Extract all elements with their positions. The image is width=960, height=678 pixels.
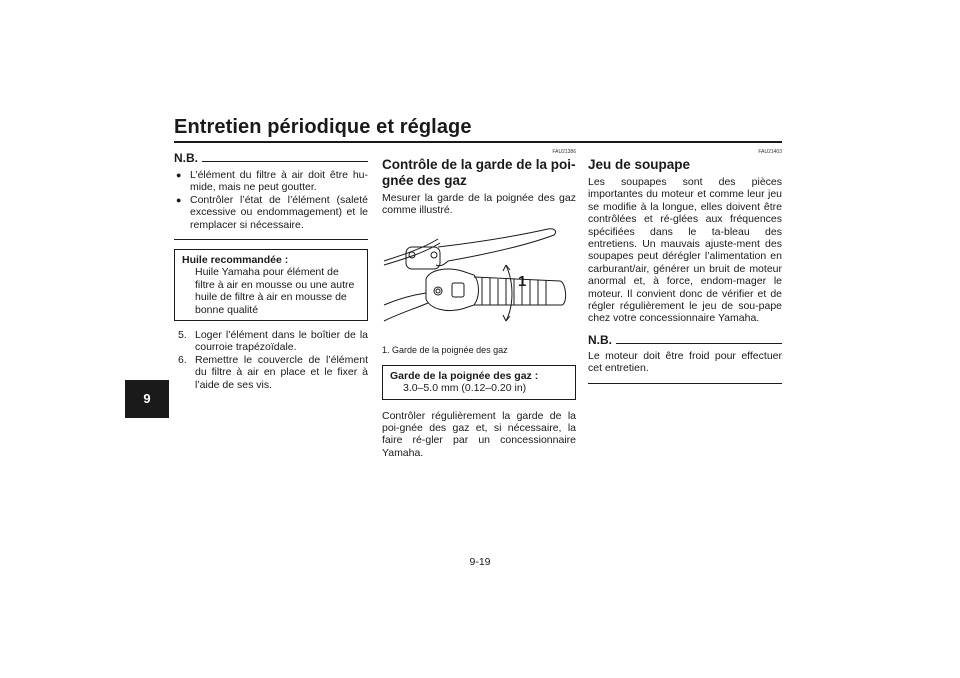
step-text: Loger l’élément dans le boîtier de la courroie trapézoïdale.	[195, 329, 368, 354]
intro-text: Mesurer la garde de la poignée des gaz comme illustré.	[382, 192, 576, 217]
nb-rule	[616, 343, 782, 344]
header-rule	[174, 141, 782, 143]
bullet-icon: ●	[176, 194, 182, 205]
throttle-figure	[382, 225, 576, 341]
bullet-icon: ●	[176, 170, 182, 180]
page-header-title: Entretien périodique et réglage	[174, 116, 472, 138]
page-number: 9-19	[469, 556, 491, 568]
throttle-grip-illustration	[382, 225, 576, 341]
column-1	[174, 151, 368, 391]
nb-text: Le moteur doit être froid pour effectuer cet entretien.	[588, 349, 782, 375]
box-title: Huile recommandée :	[182, 254, 289, 267]
nb-title: N.B.	[588, 332, 612, 347]
throttle-freeplay-spec-box	[382, 365, 576, 400]
nb-heading	[588, 333, 782, 347]
box-title: Garde de la poignée des gaz :	[390, 369, 539, 382]
section-code: FAU21403	[758, 149, 782, 155]
list-item	[174, 354, 368, 391]
bullet-text: L’élément du filtre à air doit être hu-mide, mais ne peut goutter.	[190, 169, 368, 194]
section-heading: Contrôle de la garde de la poi-gnée des gaz	[382, 157, 576, 188]
section-heading: Jeu de soupape	[588, 157, 691, 172]
nb-end-rule	[588, 383, 782, 384]
chapter-tab: 9	[125, 380, 169, 418]
nb-rule	[202, 161, 368, 162]
figure-caption: 1. Garde de la poignée des gaz	[382, 344, 508, 355]
bullet-text: Contrôler l’état de l’élément (saleté excessive ou endommagement) et le remplacer si nécessaire.	[190, 193, 368, 231]
step-number: 5.	[178, 329, 187, 342]
column-3	[588, 149, 782, 384]
list-item	[174, 194, 368, 231]
steps-list	[174, 329, 368, 391]
body-text: Les soupapes sont des pièces importantes du moteur et comme leur jeu se modifie à la longue, elles doivent être contrôlées et ré-glées aux fréquences spécifiées dans le ta-bleau des entretiens. Un mauvais ajuste-ment des soupapes peut dérégler l’alimentation en carburant/air, générer un bruit de moteur anormal et, à force, endom-mager le moteur. Il convient donc de vérifier et de régler régulièrement le jeu de sou-pape chez votre concessionnaire Yamaha.	[588, 176, 782, 325]
body-text: Contrôler régulièrement la garde de la poi-gnée des gaz et, si nécessaire, la faire ré-gler par un concessionnaire Yamaha.	[382, 409, 576, 459]
nb-bullets	[174, 169, 368, 231]
list-item	[174, 329, 368, 354]
nb-end-rule	[174, 239, 368, 240]
nb-title: N.B.	[174, 151, 198, 165]
list-item	[174, 169, 368, 194]
column-2	[382, 149, 576, 459]
figure-callout-label: 1	[518, 272, 527, 290]
recommended-oil-box	[174, 249, 368, 321]
box-value: Huile Yamaha pour élément de filtre à air en mousse ou une autre huile de filtre à air en mousse de bonne qualité	[195, 266, 355, 316]
nb-heading	[174, 151, 368, 165]
section-code: FAU21386	[552, 149, 576, 155]
step-text: Remettre le couvercle de l’élément du filtre à air en place et le fixer à l’aide de ses vis.	[195, 353, 368, 391]
step-number: 6.	[178, 353, 187, 366]
box-value: 3.0–5.0 mm (0.12–0.20 in)	[403, 382, 527, 395]
